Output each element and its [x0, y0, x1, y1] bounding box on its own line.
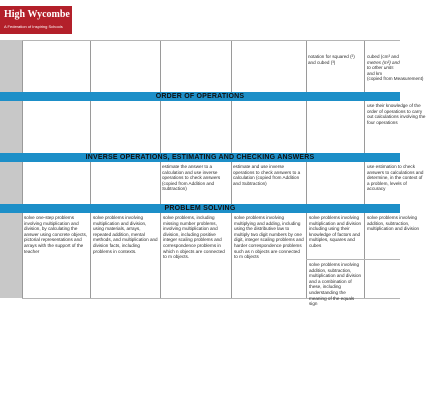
inverse-row-col4: estimate and use inverse operations to check answers to a calculation (copied from Addition and Subtraction) — [233, 164, 301, 186]
gray-column-segment — [0, 40, 22, 92]
column-divider — [231, 40, 232, 298]
problem-row-col3: solve problems, including missing number problems, involving multiplication and division, including positive integer scaling problems and correspondence problems in which n objects are connected to m objects. — [163, 215, 225, 260]
inverse-row-col3: estimate the answer to a calculation and use inverse operations to check answers (copied from Addition and Subtraction) — [162, 164, 221, 192]
top-row-col5: notation for squared (²) and cubed (³) — [308, 54, 355, 65]
row-divider — [22, 40, 400, 41]
gray-column-segment — [0, 213, 22, 298]
inverse-row-col6: use estimation to check answers to calculations and determine, in the context of a problem, levels of accuracy — [367, 164, 424, 192]
column-divider — [160, 40, 161, 298]
top-row-col6-line: metres (m³) and — [367, 59, 400, 65]
top-row-col6-line: and km — [367, 70, 383, 76]
curriculum-table — [0, 40, 426, 307]
section-inverse-operations: INVERSE OPERATIONS, ESTIMATING AND CHECKING ANSWERS — [0, 153, 400, 162]
column-divider — [22, 40, 23, 298]
gray-column-segment — [0, 101, 22, 153]
gray-column-segment — [0, 162, 22, 204]
school-logo — [0, 6, 72, 34]
problem-row-col2: solve problems involving multiplication and division, using materials, arrays, repeated addition, mental methods, and multiplication and division facts, including problems in contexts. — [93, 215, 158, 254]
top-row-col6 — [367, 54, 424, 82]
section-problem-solving: PROBLEM SOLVING — [0, 204, 400, 213]
problem-row-col5a: solve problems involving multiplication and division including using their knowledge of factors and multiples, squares and cubes — [309, 215, 362, 248]
problem-row-col1: solve one-step problems involving multiplication and division, by calculating the answer using concrete objects, pictorial representations and arrays with the support of the teacher — [24, 215, 88, 254]
section-order-of-operations: ORDER OF OPERATIONS — [0, 92, 400, 101]
problem-row-col4: solve problems involving multiplying and adding, including using the distributive law to multiply two digit numbers by one digit, integer scaling problems and harder correspondence problems such as n objects are connected to m objects — [234, 215, 304, 260]
row-divider — [306, 259, 400, 260]
column-divider — [90, 40, 91, 298]
problem-row-col5b: solve problems involving addition, subtraction, multiplication and division and a combination of these, including understanding the meaning of the equals sign — [309, 262, 362, 307]
problem-row-col6: solve problems involving addition, subtraction, multiplication and division — [367, 215, 420, 232]
logo-name: High Wycombe — [4, 9, 70, 20]
top-row-col6-line: to other units — [367, 65, 394, 71]
top-row-col6-line: (copied from Measurement) — [367, 76, 424, 82]
order-row-col6: use their knowledge of the order of operations to carry out calculations involving the four operations — [367, 103, 426, 125]
logo-subtitle: A Federation of Inspiring Schools — [4, 24, 63, 29]
top-row-col6-line: cubed (cm³ and — [367, 54, 399, 59]
